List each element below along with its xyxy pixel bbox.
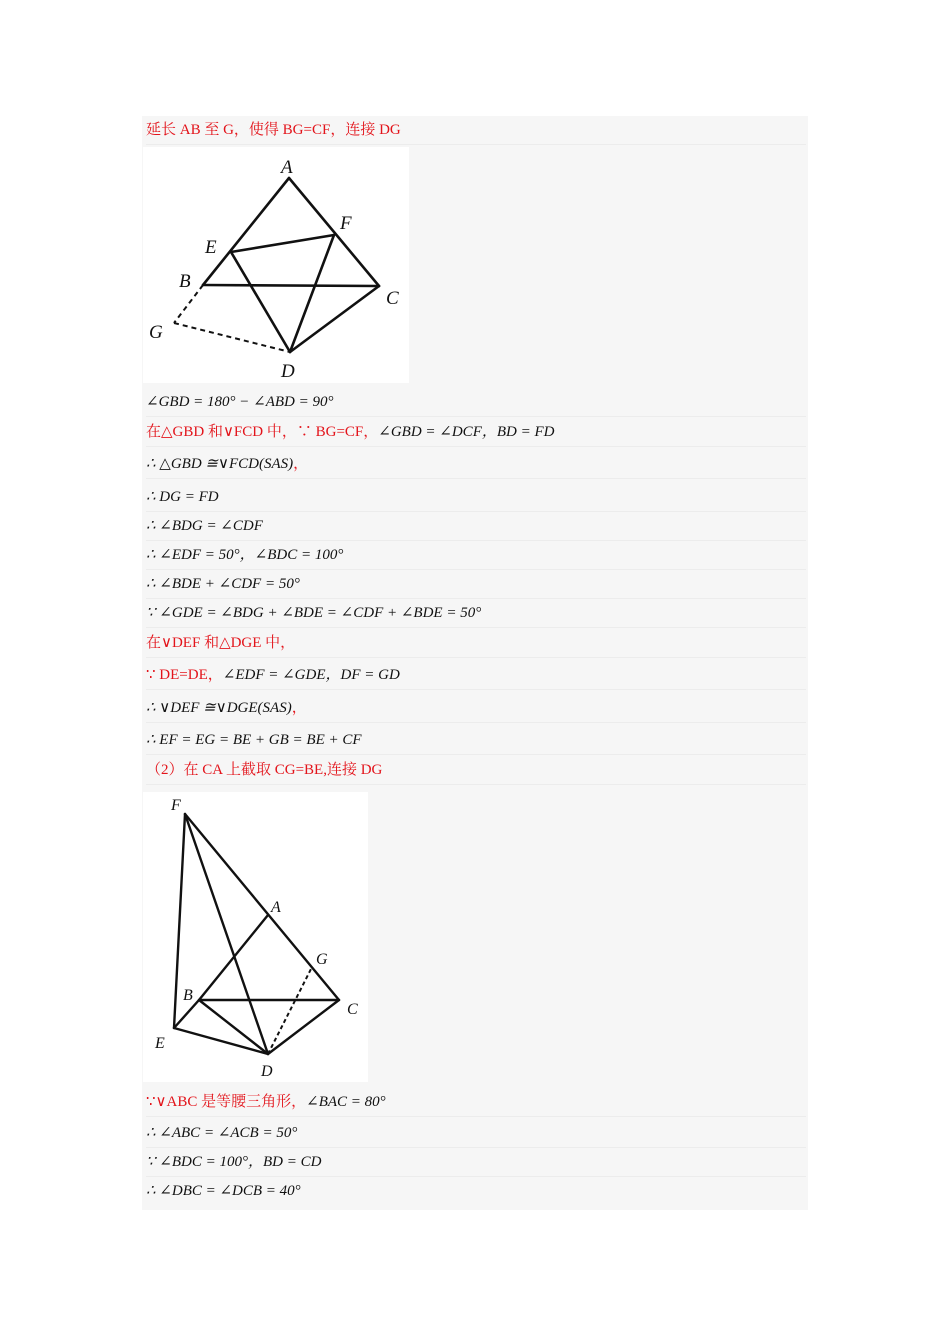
part2-line: （2）在 CA 上截取 CG=BE,连接 DG [146, 756, 806, 785]
proof-line-4: ∴ DG = FD [146, 483, 806, 512]
label-B: B [183, 987, 193, 1004]
label-C: C [386, 288, 399, 309]
proof-line-8: ∵ ∠GDE = ∠BDG + ∠BDE = ∠CDF + ∠BDE = 50° [146, 599, 806, 628]
label-B: B [179, 271, 191, 292]
label-G: G [149, 322, 163, 343]
seg-EF [231, 235, 334, 252]
proof2-line-2: ∴ ∠ABC = ∠ACB = 50° [146, 1119, 806, 1148]
figure-2-svg [143, 792, 368, 1082]
proof2-line-1: ∵∨ABC 是等腰三角形，∠BAC = 80° [146, 1088, 806, 1117]
label-D: D [261, 1063, 273, 1080]
label-A: A [271, 899, 281, 916]
label-E: E [155, 1035, 165, 1052]
proof2-line-4: ∴ ∠DBC = ∠DCB = 40° [146, 1183, 301, 1199]
document-page [142, 116, 808, 1210]
figure-1-svg [143, 147, 409, 383]
intro-line: 延长 AB 至 G，使得 BG=CF，连接 DG [146, 116, 806, 145]
label-E: E [205, 237, 217, 258]
label-F: F [340, 213, 352, 234]
proof-line-7: ∴ ∠BDE + ∠CDF = 50° [146, 570, 806, 599]
proof2-line-3: ∵ ∠BDC = 100°，BD = CD [146, 1148, 806, 1177]
proof-line-11: ∴ ∨DEF ≅∨DGE(SAS)， [146, 694, 806, 723]
seg-FC [185, 814, 339, 1000]
seg-ED [231, 252, 290, 352]
proof-line-1: ∠GBD = 180° − ∠ABD = 90° [146, 388, 806, 417]
seg-FD [185, 814, 268, 1054]
label-F: F [171, 797, 181, 814]
proof-line-5: ∴ ∠BDG = ∠CDF [146, 512, 806, 541]
seg-AB [203, 178, 289, 285]
seg-BC [203, 285, 379, 286]
proof-line-6: ∴ ∠EDF = 50°，∠BDC = 100° [146, 541, 806, 570]
label-A: A [281, 157, 293, 178]
seg-AC [289, 178, 379, 286]
proof-line-2: 在△GBD 和∨FCD 中，∵ BG=CF，∠GBD = ∠DCF，BD = FD [146, 418, 806, 447]
label-G: G [316, 951, 328, 968]
proof-line-3: ∴ △GBD ≅∨FCD(SAS)， [146, 450, 806, 479]
seg-DC [268, 1000, 339, 1054]
figure-1 [143, 147, 409, 383]
seg-DG-dashed [268, 967, 312, 1054]
label-C: C [347, 1001, 358, 1018]
proof-line-9: 在∨DEF 和△DGE 中， [146, 629, 806, 658]
seg-AB [199, 915, 268, 1000]
seg-GD-dashed [174, 323, 290, 352]
seg-ED [174, 1028, 268, 1054]
figure-2 [143, 792, 368, 1082]
proof-line-12: ∴ EF = EG = BE + GB = BE + CF [146, 726, 806, 755]
proof-line-10: ∵ DE=DE，∠EDF = ∠GDE，DF = GD [146, 661, 806, 690]
seg-EB [174, 1000, 199, 1028]
label-D: D [281, 361, 295, 382]
